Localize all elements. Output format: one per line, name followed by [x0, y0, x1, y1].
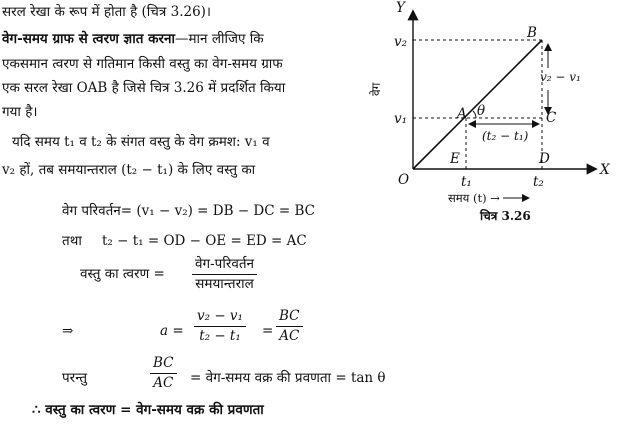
- equation-5-denominator: AC: [153, 375, 174, 391]
- equation-2-label: तथा: [62, 233, 82, 249]
- t2-label: t₂: [533, 174, 544, 190]
- equation-5-rhs: = वेग-समय वक्र की प्रवणता = tan θ: [190, 370, 386, 386]
- v1-label: v₁: [394, 111, 408, 127]
- equation-4-equals: =: [262, 323, 274, 339]
- theta-label: θ: [477, 103, 486, 119]
- equation-3-numerator: वेग-परिवर्तन: [192, 256, 257, 275]
- point-b-label: B: [527, 25, 537, 41]
- origin-label: O: [398, 172, 410, 188]
- point-e-label: E: [450, 151, 460, 167]
- conclusion-line: ∴ वस्तु का त्वरण = वेग-समय वक्र की प्रवणता: [32, 402, 264, 418]
- equation-time-interval: t₂ − t₁ = OD − OE = ED = AC: [102, 233, 307, 249]
- v2-label: v₂: [394, 34, 408, 50]
- equation-3-label: वस्तु का त्वरण =: [80, 266, 165, 282]
- equation-4-denominator-2: AC: [279, 328, 300, 344]
- equation-5-label: परन्तु: [62, 370, 88, 386]
- equation-velocity-change: वेग परिवर्तन= (v₁ − v₂) = DB − DC = BC: [62, 203, 315, 219]
- t1-label: t₁: [461, 174, 472, 190]
- equation-4-numerator-2: BC: [276, 308, 303, 327]
- dv-label: v₂ − v₁: [540, 70, 581, 84]
- axis-x-label: X: [600, 162, 610, 178]
- body-line-3: एकसमान त्वरण से गतिमान किसी वस्तु का वेग-समय ग्राफ: [2, 56, 283, 72]
- axis-y-label: Y: [396, 0, 405, 16]
- velocity-axis-label: वेग: [369, 82, 383, 96]
- time-axis-label: समय (t) →: [448, 191, 500, 205]
- body-line-6: यदि समय t₁ व t₂ के संगत वस्तु के वेग क्रमश: v₁ व: [12, 134, 270, 150]
- intro-line: सरल रेखा के रूप में होता है (चित्र 3.26)।: [2, 4, 212, 20]
- point-d-label: D: [539, 151, 550, 167]
- body-line-7: v₂ हों, तब समयान्तराल (t₂ − t₁) के लिए वस्तु का: [2, 162, 256, 178]
- equation-4-numerator: v₂ − v₁: [194, 308, 246, 327]
- figure-caption: चित्र 3.26: [480, 209, 531, 223]
- equation-3-denominator: समयान्तराल: [195, 276, 254, 292]
- body-line-4: एक सरल रेखा OAB है जिसे चित्र 3.26 में प्रदर्शित किया: [2, 80, 286, 96]
- point-a-label: A: [457, 106, 467, 122]
- interval-label: (t₂ − t₁): [482, 129, 529, 143]
- section-heading-rest: —मान लीजिए कि: [174, 31, 264, 47]
- implies-arrow: ⇒: [62, 323, 74, 339]
- body-line-5: गया है।: [2, 104, 38, 120]
- equation-4-denominator: t₂ − t₁: [199, 328, 241, 344]
- equation-5-numerator: BC: [150, 355, 177, 374]
- equation-4-lhs: a =: [160, 323, 184, 339]
- section-heading: वेग-समय ग्राफ से त्वरण ज्ञात करना: [2, 31, 175, 47]
- theta-arc: [473, 111, 476, 118]
- point-c-label: C: [546, 110, 557, 126]
